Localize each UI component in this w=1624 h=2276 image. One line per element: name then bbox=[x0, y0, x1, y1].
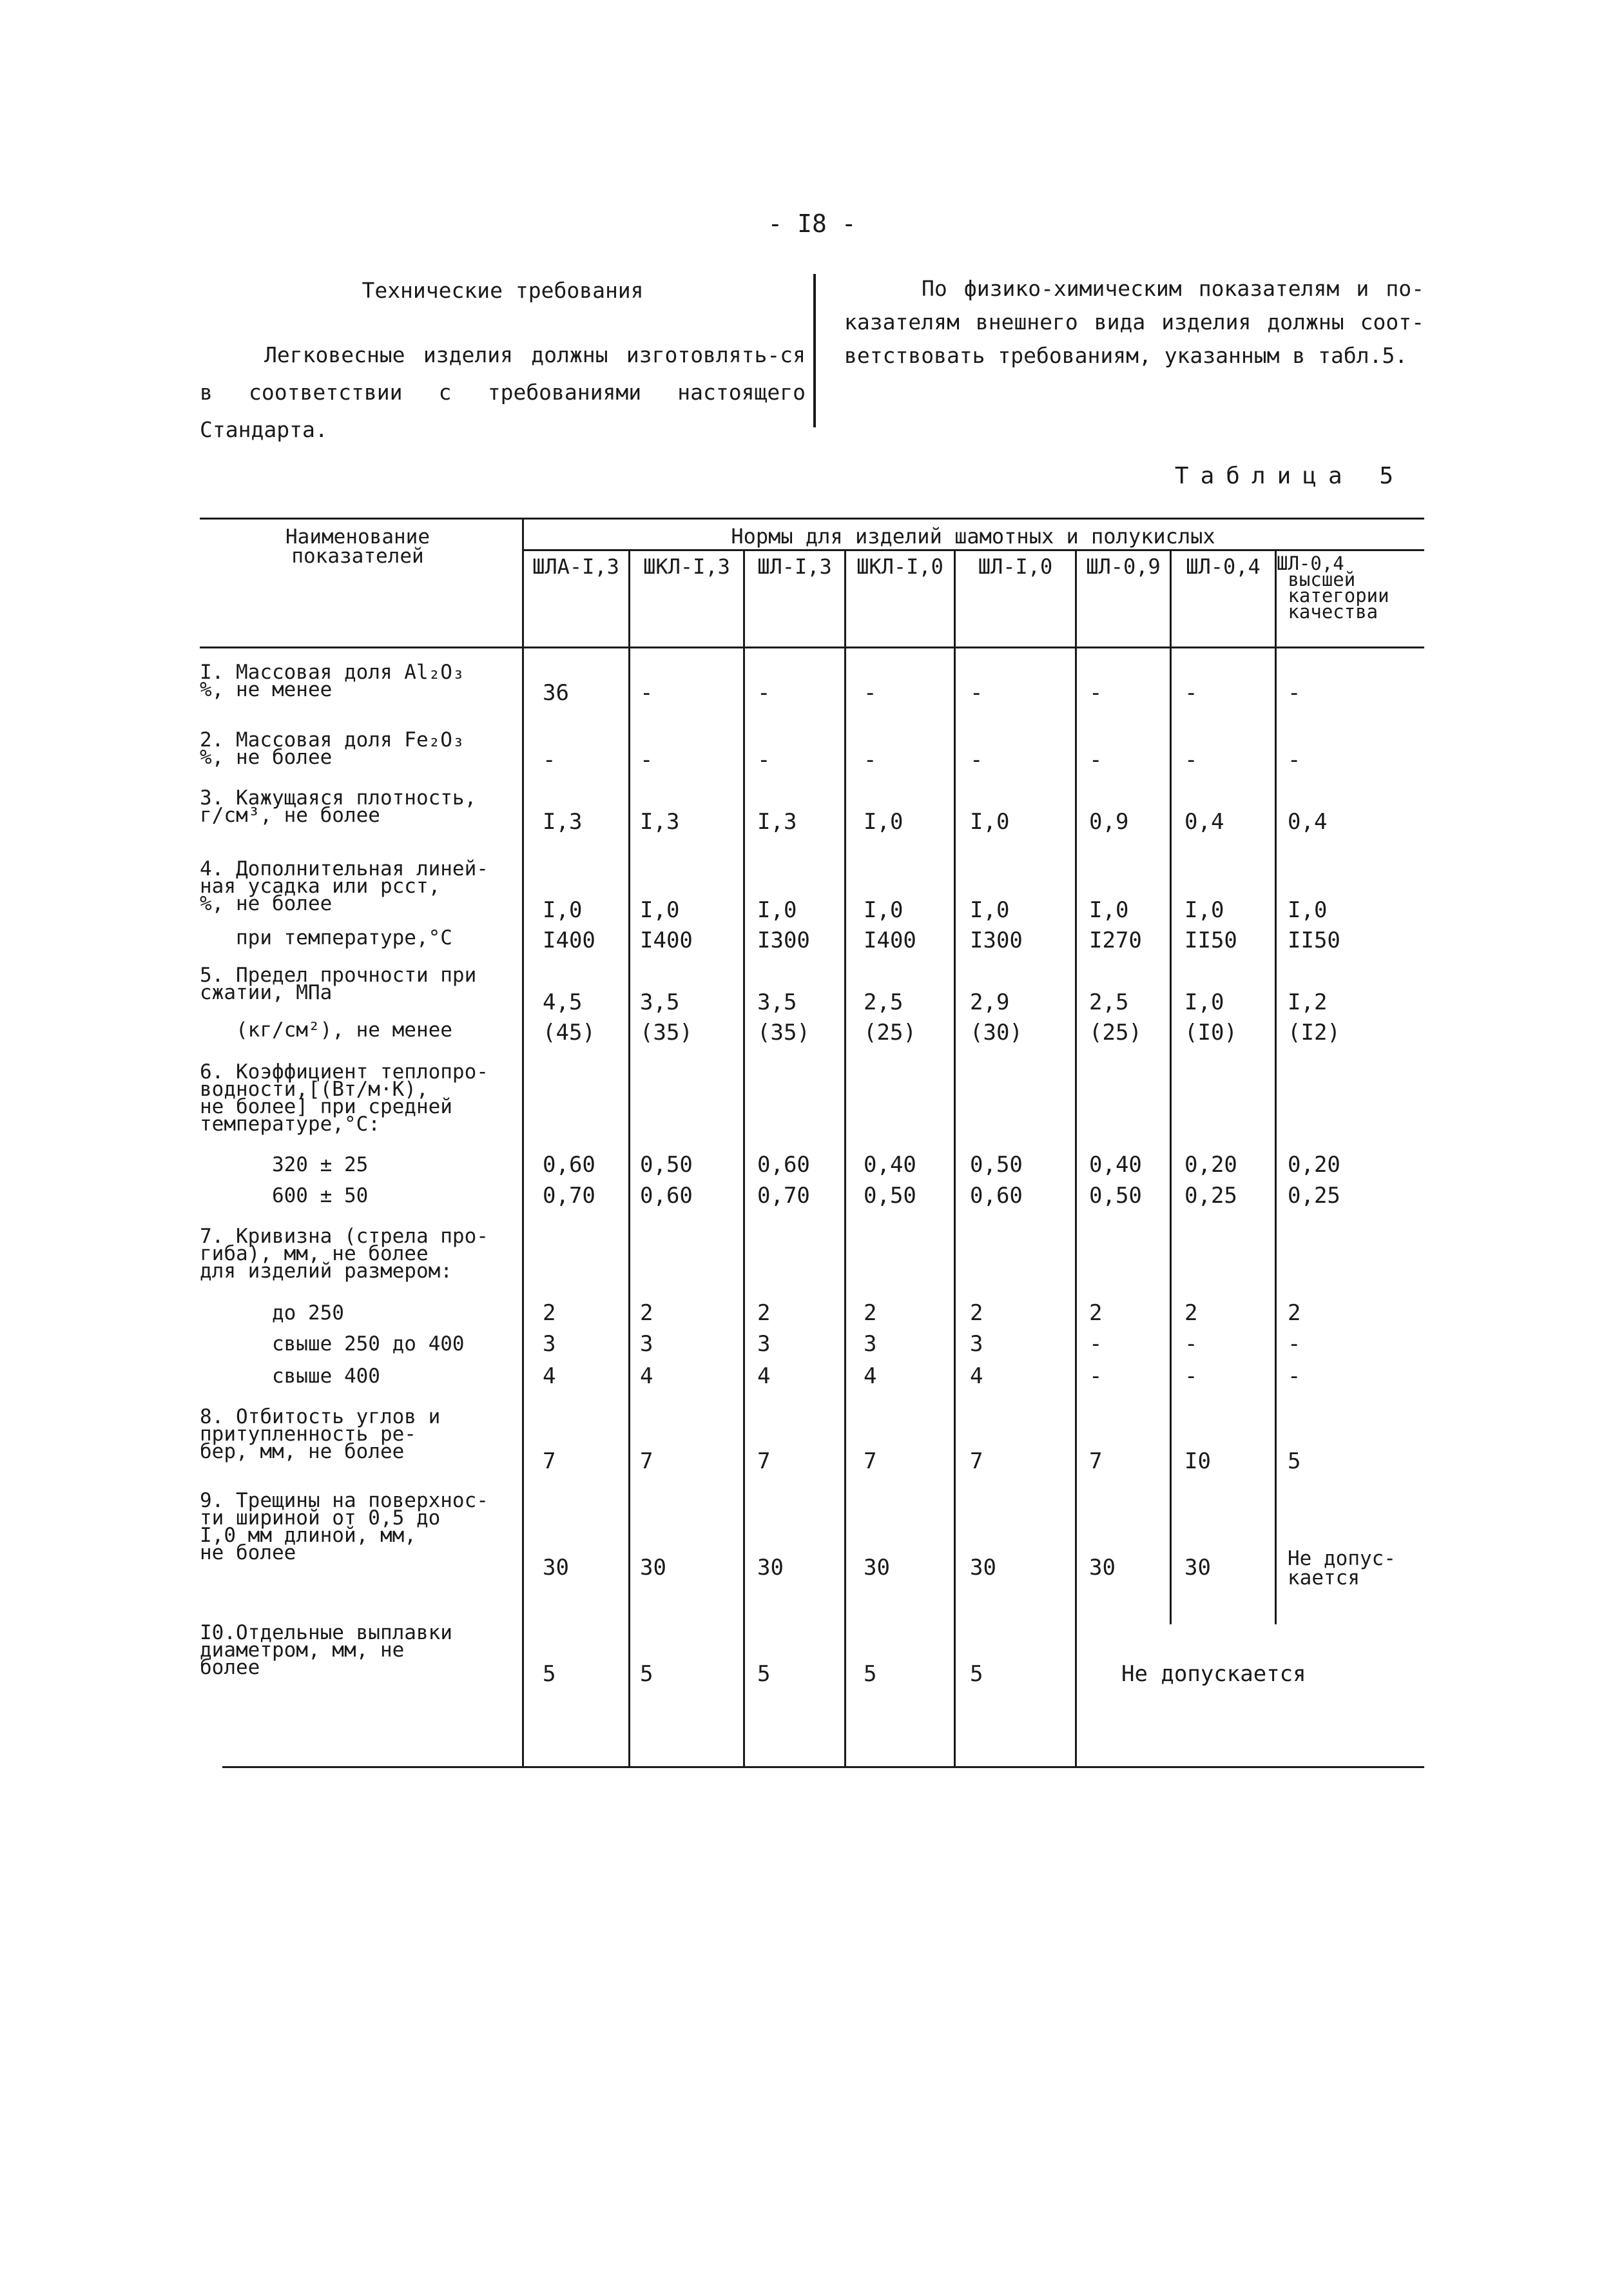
column-header: ШЛ-0,4 bbox=[1186, 554, 1261, 579]
column-header: ШЛ-0,4 высшей категории качества bbox=[1277, 552, 1389, 623]
row-label: 9. Трещины на поверхнос- ти шириной от 0,5 до I,0 мм длиной, мм, не более bbox=[200, 1489, 488, 1564]
intro-left-paragraph: Легковесные изделия должны изготовлять-ся в соответствии с требованиями настоящего Стандарта. bbox=[200, 342, 806, 442]
row-label: I0.Отдельные выплавки диаметром, мм, не более bbox=[200, 1621, 452, 1679]
table-cell: I,3 bbox=[640, 809, 680, 835]
table-cell: I400 bbox=[864, 928, 916, 953]
row-sublabel: свыше 400 bbox=[200, 1365, 380, 1388]
table-cell: 3,5 bbox=[640, 989, 680, 1015]
section-title: Технические требования bbox=[362, 278, 644, 303]
col-divider bbox=[522, 518, 524, 1766]
table-cell: 0,50 bbox=[864, 1183, 916, 1209]
group-header-rule bbox=[522, 549, 1424, 551]
table-cell: 2 bbox=[1089, 1300, 1103, 1326]
table-cell: - bbox=[970, 680, 983, 706]
table-cell: 0,60 bbox=[543, 1152, 595, 1178]
table-cell: - bbox=[1288, 1363, 1301, 1389]
table-cell: - bbox=[1288, 1331, 1301, 1357]
table-cell: 7 bbox=[1089, 1448, 1103, 1474]
table-cell: 0,4 bbox=[1184, 809, 1224, 835]
table-cell: I,0 bbox=[757, 897, 797, 923]
column-header: ШКЛ-I,3 bbox=[643, 554, 730, 579]
table-cell: 2 bbox=[864, 1300, 877, 1326]
table-cell: 0,25 bbox=[1288, 1183, 1340, 1209]
table-cell: I,3 bbox=[543, 809, 583, 835]
column-header: ШКЛ-I,0 bbox=[856, 554, 943, 579]
table-cell: 4 bbox=[864, 1363, 877, 1389]
table-caption: Таблица 5 bbox=[1174, 463, 1405, 489]
table-cell: - bbox=[1184, 747, 1198, 773]
table-cell: 3 bbox=[970, 1331, 983, 1357]
table-bottom-rule bbox=[222, 1766, 1424, 1768]
row-sublabel: при температуре,°С bbox=[200, 926, 452, 949]
row-sublabel: (кг/см²), не менее bbox=[200, 1018, 452, 1042]
col-divider bbox=[954, 549, 956, 1766]
row-sublabel: 600 ± 50 bbox=[200, 1184, 369, 1207]
table-cell: 0,40 bbox=[1089, 1152, 1142, 1178]
column-header: ШЛ-I,3 bbox=[757, 554, 832, 579]
table-cell: 7 bbox=[757, 1448, 771, 1474]
table-cell: I,0 bbox=[640, 897, 680, 923]
table-cell: - bbox=[1089, 747, 1103, 773]
table-cell: 2 bbox=[543, 1300, 556, 1326]
table-cell: - bbox=[864, 680, 877, 706]
table-cell: - bbox=[1184, 1331, 1198, 1357]
table-cell: - bbox=[1288, 747, 1301, 773]
table-cell: (30) bbox=[970, 1020, 1023, 1046]
row-label: I. Массовая доля Al₂O₃ %, не менее bbox=[200, 661, 465, 701]
table-cell: I,0 bbox=[864, 897, 904, 923]
table-cell: - bbox=[640, 680, 653, 706]
table-cell: 3 bbox=[543, 1331, 556, 1357]
table-cell: - bbox=[757, 747, 771, 773]
table-cell: I,0 bbox=[1184, 989, 1224, 1015]
table-cell: 7 bbox=[970, 1448, 983, 1474]
table-cell: 5 bbox=[970, 1661, 983, 1687]
table-cell: 30 bbox=[640, 1555, 666, 1581]
header-bottom-rule bbox=[200, 647, 1424, 648]
table-cell: I,0 bbox=[864, 809, 904, 835]
table-cell: 0,50 bbox=[640, 1152, 693, 1178]
intro-right-paragraph: По физико-химическим показателям и по-казателям внешнего вида изделия должны соот-ветствовать требованиям, указанным в табл.5. bbox=[844, 276, 1424, 368]
table-cell: (25) bbox=[864, 1020, 916, 1046]
table-cell: 3 bbox=[864, 1331, 877, 1357]
row-label: 6. Коэффициент теплопро- водности,[(Вт/м·К), не более] при средней температуре,°С: bbox=[200, 1060, 488, 1136]
col-divider bbox=[1275, 549, 1277, 1624]
table-cell: 2 bbox=[1184, 1300, 1198, 1326]
table-cell: 3,5 bbox=[757, 989, 797, 1015]
table-cell: 5 bbox=[1288, 1448, 1301, 1474]
column-header: ШЛ-I,0 bbox=[978, 554, 1053, 579]
table-cell: 0,60 bbox=[757, 1152, 810, 1178]
table-cell: - bbox=[757, 680, 771, 706]
table-cell: II50 bbox=[1184, 928, 1237, 953]
table-cell: 36 bbox=[543, 680, 569, 706]
merged-cell-text: Не допускается bbox=[1121, 1661, 1306, 1687]
table-cell: 3 bbox=[757, 1331, 771, 1357]
table-cell: 2 bbox=[970, 1300, 983, 1326]
table-cell: I,0 bbox=[1184, 897, 1224, 923]
table-cell: I270 bbox=[1089, 928, 1142, 953]
row-label: 8. Отбитость углов и притупленность ре- бер, мм, не более bbox=[200, 1405, 441, 1463]
table-cell: 0,20 bbox=[1184, 1152, 1237, 1178]
table-cell: 0,50 bbox=[1089, 1183, 1142, 1209]
column-header: ШЛ-0,9 bbox=[1086, 554, 1161, 579]
table-cell: - bbox=[864, 747, 877, 773]
table-cell: 5 bbox=[757, 1661, 771, 1687]
table-cell: 4 bbox=[640, 1363, 653, 1389]
table-cell: I400 bbox=[543, 928, 595, 953]
table-cell: 4,5 bbox=[543, 989, 583, 1015]
table-cell: 30 bbox=[543, 1555, 569, 1581]
table-cell: 2,5 bbox=[864, 989, 904, 1015]
row-label: 7. Кривизна (стрела про- гиба), мм, не более для изделий размером: bbox=[200, 1225, 488, 1283]
table-cell: I,3 bbox=[757, 809, 797, 835]
table-cell: 0,60 bbox=[970, 1183, 1023, 1209]
table-cell: 30 bbox=[757, 1555, 784, 1581]
table-cell: (I0) bbox=[1184, 1020, 1237, 1046]
table-cell: I300 bbox=[970, 928, 1023, 953]
col-divider bbox=[1075, 549, 1077, 1766]
table-cell: 7 bbox=[543, 1448, 556, 1474]
table-cell: 0,40 bbox=[864, 1152, 916, 1178]
table-cell: 0,60 bbox=[640, 1183, 693, 1209]
table-cell: 0,20 bbox=[1288, 1152, 1340, 1178]
table-cell: I,0 bbox=[543, 897, 583, 923]
table-cell: - bbox=[1288, 680, 1301, 706]
table-cell: I300 bbox=[757, 928, 810, 953]
row-sublabel: 320 ± 25 bbox=[200, 1153, 369, 1176]
col-divider bbox=[1170, 549, 1172, 1624]
table-cell: I,0 bbox=[970, 809, 1010, 835]
table-cell: I,0 bbox=[970, 897, 1010, 923]
column-header: ШЛА-I,3 bbox=[532, 554, 619, 579]
table-cell: 30 bbox=[864, 1555, 890, 1581]
table-cell: - bbox=[1089, 680, 1103, 706]
table-cell: 2,9 bbox=[970, 989, 1010, 1015]
table-cell: I0 bbox=[1184, 1448, 1211, 1474]
row-sublabel: свыше 250 до 400 bbox=[200, 1332, 465, 1356]
row-label: 3. Кажущаяся плотность, г/см³, не более bbox=[200, 786, 477, 827]
table-cell: - bbox=[1184, 680, 1198, 706]
table-cell: (35) bbox=[640, 1020, 693, 1046]
table-cell: 0,70 bbox=[543, 1183, 595, 1209]
table-cell: I,0 bbox=[1288, 897, 1328, 923]
table-cell: 30 bbox=[1184, 1555, 1211, 1581]
col-divider bbox=[844, 549, 846, 1766]
table-cell: 4 bbox=[543, 1363, 556, 1389]
table-cell: 5 bbox=[864, 1661, 877, 1687]
intro-left-column bbox=[200, 272, 806, 449]
col-divider bbox=[743, 549, 745, 1766]
table-cell: 4 bbox=[757, 1363, 771, 1389]
table-cell: 0,9 bbox=[1089, 809, 1129, 835]
table-cell: I400 bbox=[640, 928, 693, 953]
row-label: 5. Предел прочности при сжатии, МПа bbox=[200, 964, 477, 1004]
table-cell: 2,5 bbox=[1089, 989, 1129, 1015]
table-cell: 0,4 bbox=[1288, 809, 1328, 835]
table-cell: I,0 bbox=[1089, 897, 1129, 923]
table-cell: (45) bbox=[543, 1020, 595, 1046]
row-label: 2. Массовая доля Fe₂O₃ %, не более bbox=[200, 728, 465, 769]
table-cell: 0,25 bbox=[1184, 1183, 1237, 1209]
table-cell: - bbox=[1184, 1363, 1198, 1389]
table-cell: - bbox=[1089, 1331, 1103, 1357]
table-cell: 2 bbox=[640, 1300, 653, 1326]
table-cell: (25) bbox=[1089, 1020, 1142, 1046]
table-cell: (35) bbox=[757, 1020, 810, 1046]
table-cell: 4 bbox=[970, 1363, 983, 1389]
column-divider bbox=[813, 274, 816, 427]
table-cell: 7 bbox=[640, 1448, 653, 1474]
table-cell: 2 bbox=[757, 1300, 771, 1326]
table-cell: 7 bbox=[864, 1448, 877, 1474]
table-cell: 0,70 bbox=[757, 1183, 810, 1209]
group-header: Нормы для изделий шамотных и полукислых bbox=[731, 524, 1215, 549]
table-cell: - bbox=[640, 747, 653, 773]
table-cell: - bbox=[1089, 1363, 1103, 1389]
table-cell: 5 bbox=[543, 1661, 556, 1687]
table-cell: - bbox=[970, 747, 983, 773]
table-cell: 3 bbox=[640, 1331, 653, 1357]
table-cell: (I2) bbox=[1288, 1020, 1340, 1046]
table-cell: Не допус- кается bbox=[1288, 1547, 1396, 1590]
table-cell: 30 bbox=[970, 1555, 996, 1581]
row-label: 4. Дополнительная линей- ная усадка или рсст, %, не более bbox=[200, 857, 488, 915]
col-divider bbox=[628, 549, 630, 1766]
table-cell: I,2 bbox=[1288, 989, 1328, 1015]
table-top-rule bbox=[200, 518, 1424, 520]
name-header: Наименование показателей bbox=[285, 525, 430, 568]
table-cell: - bbox=[543, 747, 556, 773]
row-sublabel: до 250 bbox=[200, 1301, 344, 1325]
table-cell: 5 bbox=[640, 1661, 653, 1687]
page-number: - I8 - bbox=[768, 209, 856, 238]
table-cell: 2 bbox=[1288, 1300, 1301, 1326]
table-cell: 30 bbox=[1089, 1555, 1116, 1581]
table-cell: 0,50 bbox=[970, 1152, 1023, 1178]
table-cell: II50 bbox=[1288, 928, 1340, 953]
